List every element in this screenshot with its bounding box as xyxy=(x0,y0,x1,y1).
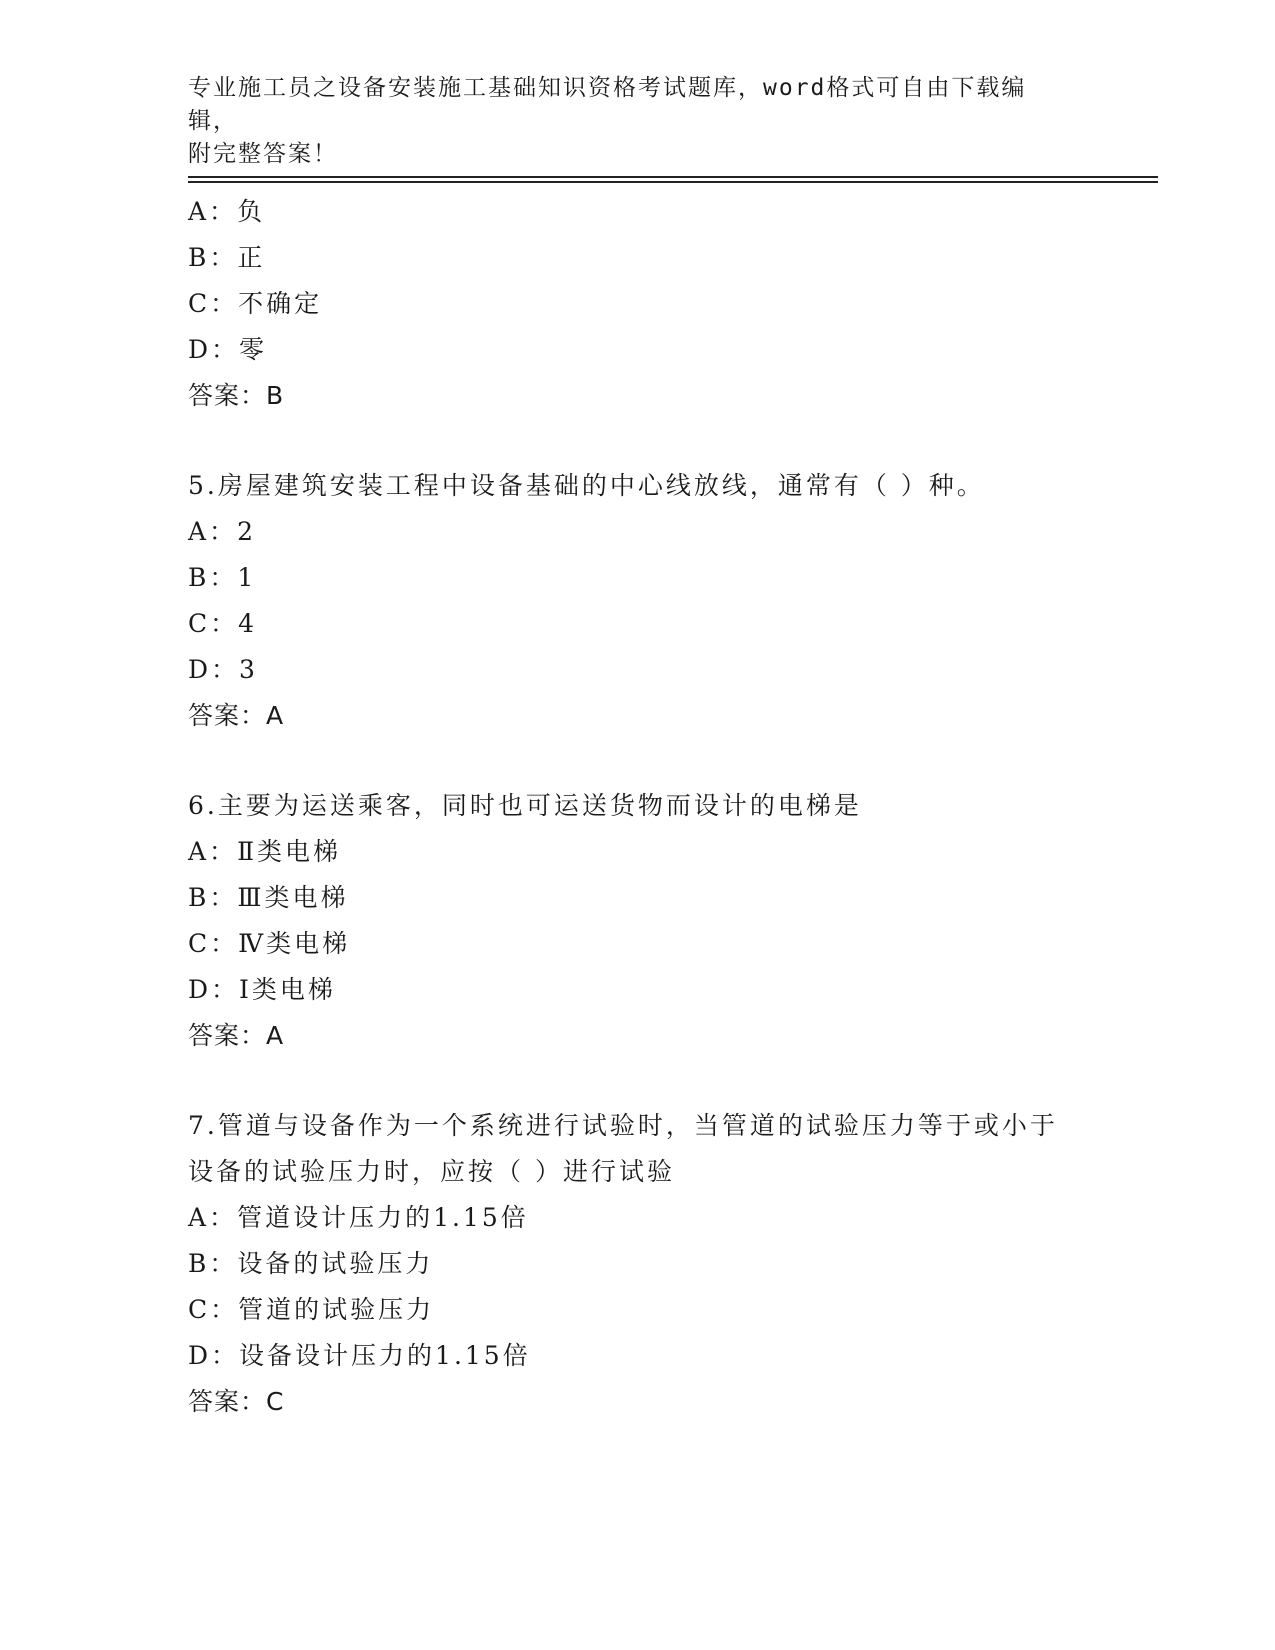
header-line-1: 专业施工员之设备安装施工基础知识资格考试题库，word格式可自由下载编辑， xyxy=(188,75,1027,134)
spacer xyxy=(188,419,1158,463)
document-header xyxy=(188,72,1068,171)
option-c: C：4 xyxy=(188,609,258,638)
option-b: B：Ⅲ类电梯 xyxy=(188,883,349,912)
question-list xyxy=(188,189,1158,1425)
question-5 xyxy=(188,463,1158,739)
answer: 答案：B xyxy=(188,381,285,410)
question-4 xyxy=(188,189,1158,419)
option-c: C：不确定 xyxy=(188,289,323,318)
question-text: 7.管道与设备作为一个系统进行试验时，当管道的试验压力等于或小于设备的试验压力时，应按（ ）进行试验 xyxy=(188,1111,1058,1186)
answer: 答案：A xyxy=(188,1021,285,1050)
option-d: D：零 xyxy=(188,335,268,364)
answer: 答案：C xyxy=(188,1387,285,1416)
option-d: D：设备设计压力的1.15倍 xyxy=(188,1341,531,1370)
option-b: B：1 xyxy=(188,563,257,592)
header-divider-top xyxy=(188,176,1158,178)
option-a: A：2 xyxy=(188,517,256,546)
option-a: A：Ⅱ类电梯 xyxy=(188,837,342,866)
option-c: C：Ⅳ类电梯 xyxy=(188,929,351,958)
question-7 xyxy=(188,1103,1158,1425)
option-a: A：管道设计压力的1.15倍 xyxy=(188,1203,529,1232)
spacer xyxy=(188,739,1158,783)
option-a: A：负 xyxy=(188,197,266,226)
option-d: D：Ⅰ类电梯 xyxy=(188,975,336,1004)
option-c: C：管道的试验压力 xyxy=(188,1295,435,1324)
option-d: D：3 xyxy=(188,655,258,684)
question-text: 5.房屋建筑安装工程中设备基础的中心线放线，通常有（ ）种。 xyxy=(188,471,985,500)
header-line-2: 附完整答案！ xyxy=(188,141,338,167)
option-b: B：正 xyxy=(188,243,266,272)
spacer xyxy=(188,1059,1158,1103)
option-b: B：设备的试验压力 xyxy=(188,1249,434,1278)
answer: 答案：A xyxy=(188,701,285,730)
question-6 xyxy=(188,783,1158,1059)
header-divider-bottom xyxy=(188,181,1158,183)
question-text: 6.主要为运送乘客，同时也可运送货物而设计的电梯是 xyxy=(188,791,862,820)
